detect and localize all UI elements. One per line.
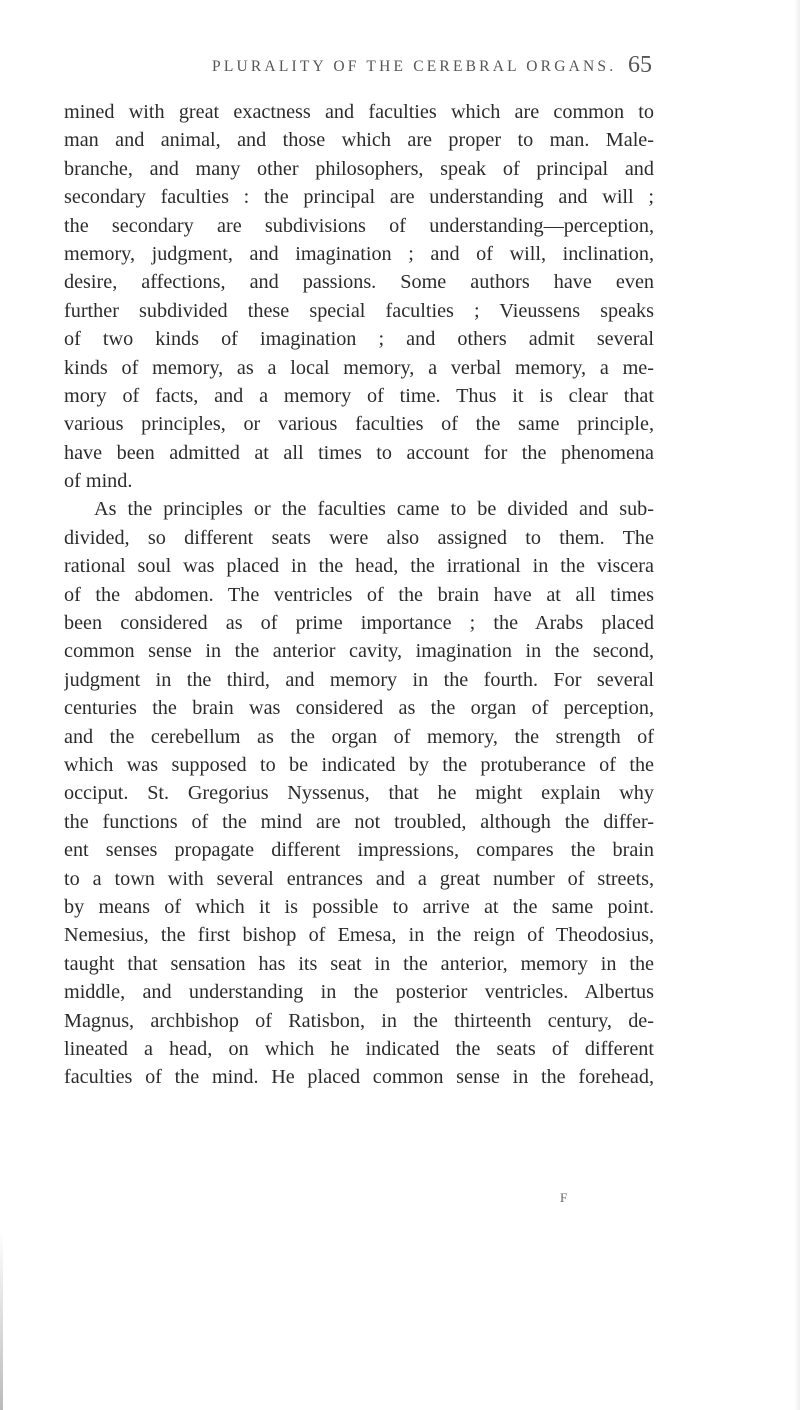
- running-header: PLURALITY OF THE CEREBRAL ORGANS.: [212, 58, 617, 75]
- text-line: Nemesius, the first bishop of Emesa, in the reign of Theodosius,: [64, 924, 654, 947]
- text-line: middle, and understanding in the posterior ventricles. Albertus: [64, 981, 654, 1004]
- text-line: and the cerebellum as the organ of memory, the strength of: [64, 725, 654, 748]
- text-line: desire, affections, and passions. Some authors have even: [64, 271, 654, 294]
- page-number: 65: [628, 52, 652, 78]
- text-line: which was supposed to be indicated by the protuberance of the: [64, 753, 654, 776]
- text-line: of mind.: [64, 470, 133, 493]
- text-line: occiput. St. Gregorius Nyssenus, that he might explain why: [64, 782, 654, 805]
- text-line: faculties of the mind. He placed common sense in the forehead,: [64, 1066, 654, 1089]
- text-line: Magnus, archbishop of Ratisbon, in the thirteenth century, de-: [64, 1009, 654, 1032]
- text-line: of the abdomen. The ventricles of the brain have at all times: [64, 583, 654, 606]
- text-line: judgment in the third, and memory in the fourth. For several: [64, 668, 654, 691]
- text-line: common sense in the anterior cavity, imagination in the second,: [64, 640, 654, 663]
- text-line: centuries the brain was considered as the organ of perception,: [64, 697, 654, 720]
- text-line: memory, judgment, and imagination ; and of will, inclination,: [64, 242, 654, 265]
- text-line: lineated a head, on which he indicated the seats of different: [64, 1037, 654, 1060]
- text-line: ent senses propagate different impressions, compares the brain: [64, 839, 654, 862]
- text-line: mined with great exactness and faculties which are common to: [64, 101, 654, 123]
- text-line: been considered as of prime importance ; the Arabs placed: [64, 612, 654, 635]
- text-line: branche, and many other philosophers, speak of principal and: [64, 157, 654, 180]
- text-line: taught that sensation has its seat in the anterior, memory in the: [64, 952, 654, 975]
- text-line: divided, so different seats were also assigned to them. The: [64, 526, 654, 549]
- text-line: kinds of memory, as a local memory, a verbal memory, a me-: [64, 356, 654, 379]
- text-line: man and animal, and those which are proper to man. Male-: [64, 129, 654, 152]
- text-line: secondary faculties : the principal are understanding and will ;: [64, 186, 654, 209]
- text-line: further subdivided these special faculties ; Vieussens speaks: [64, 299, 654, 322]
- printer-signature-mark: F: [560, 1190, 568, 1205]
- text-line: to a town with several entrances and a great number of streets,: [64, 867, 654, 890]
- text-line: various principles, or various faculties of the same principle,: [64, 413, 654, 436]
- binding-shadow: [0, 1230, 3, 1410]
- text-line: the functions of the mind are not troubled, although the differ-: [64, 810, 654, 833]
- body-text: [64, 98, 654, 1092]
- text-line: mory of facts, and a memory of time. Thus it is clear that: [64, 384, 654, 407]
- text-line: the secondary are subdivisions of understanding—perception,: [64, 214, 654, 237]
- text-line: of two kinds of imagination ; and others admit several: [64, 328, 654, 351]
- page-edge-shadow: [794, 0, 800, 1410]
- text-line: have been admitted at all times to account for the phenomena: [64, 441, 654, 464]
- paragraph-start-line: As the principles or the faculties came to be divided and sub-: [94, 498, 654, 521]
- text-line: by means of which it is possible to arrive at the same point.: [64, 895, 654, 918]
- text-line: rational soul was placed in the head, the irrational in the viscera: [64, 555, 654, 578]
